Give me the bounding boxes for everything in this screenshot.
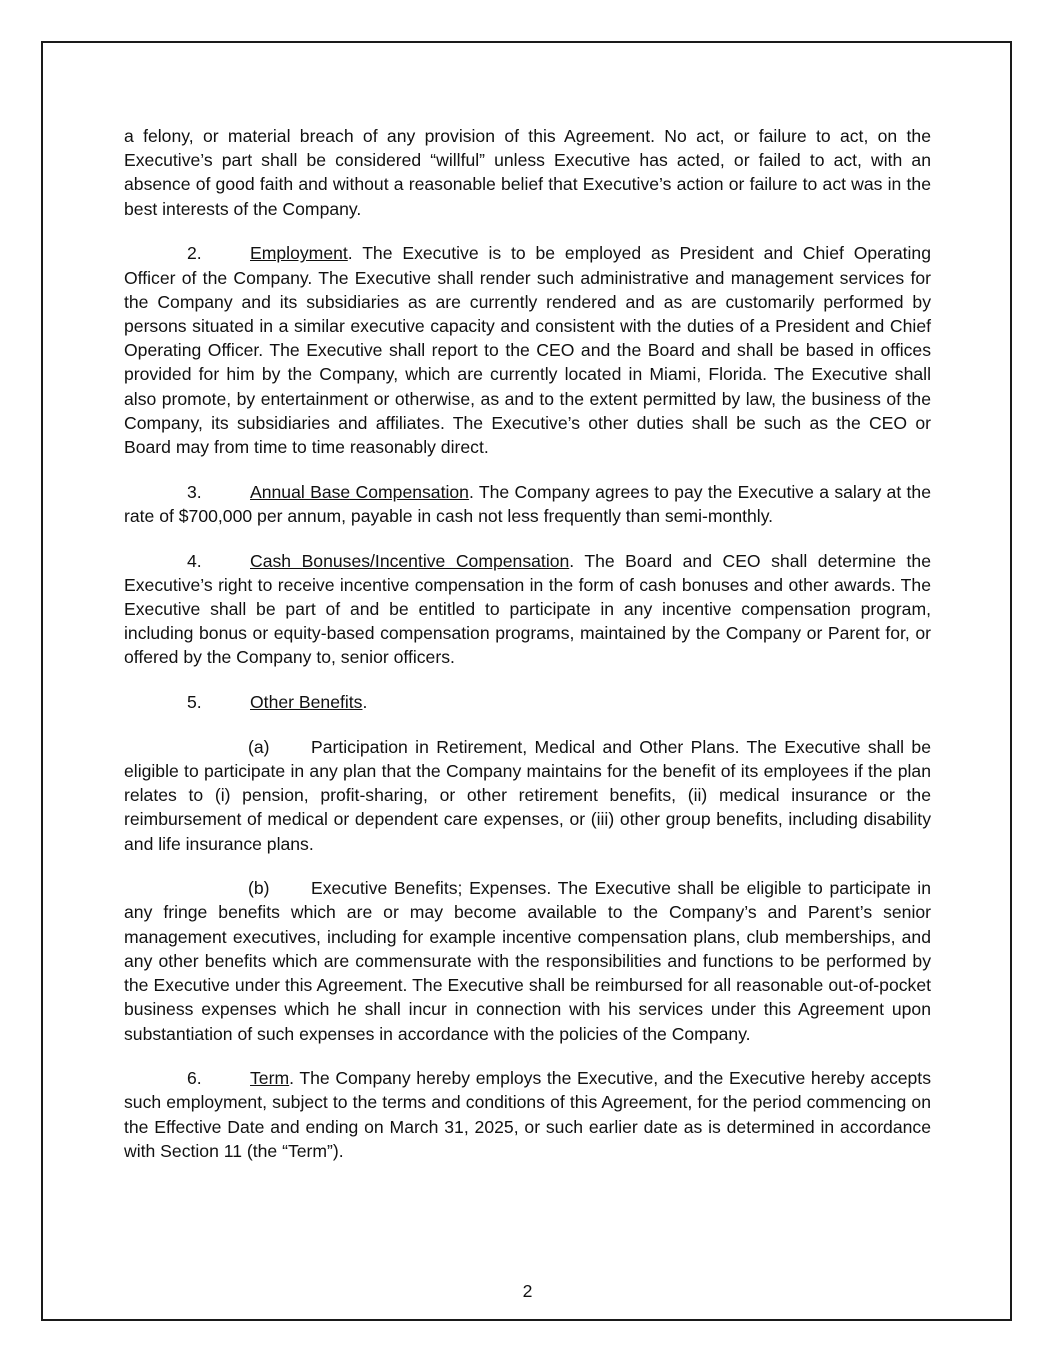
- section-text: .: [362, 692, 368, 713]
- intro-paragraph: [124, 124, 931, 221]
- section-text: . The Board and CEO shall determine the Executive’s right to receive incentive compensation in the form of cash bonuses and other awards. The Executive shall be part of and be entitled to participate in any incentive compensation program, including bonus or equity-based compensation programs, maintained by the Company or Parent for, or offered by the Company to, senior officers.: [124, 550, 931, 668]
- section-number: 2.: [187, 243, 202, 264]
- section-annual-base-compensation: [124, 480, 931, 528]
- subsection-text: Executive Benefits; Expenses. The Executive shall be eligible to participate in any fringe benefits which are or may become available to the Company’s and Parent’s senior management executives, including for example incentive compensation plans, club memberships, and any other benefits which are commensurate with the responsibilities and functions to be performed by the Executive under this Agreement. The Executive shall be reimbursed for all reasonable out-of-pocket business expenses which he shall incur in connection with his services under this Agreement upon substantiation of such expenses in accordance with the policies of the Company.: [124, 878, 931, 1044]
- section-heading: Annual Base Compensation: [250, 481, 469, 502]
- section-cash-bonuses: [124, 549, 931, 670]
- section-heading: Other Benefits: [250, 692, 363, 713]
- section-number: 5.: [187, 692, 202, 713]
- section-heading: Employment: [250, 243, 348, 264]
- section-text: . The Executive is to be employed as President and Chief Operating Officer of the Company. The Executive shall render such administrative and management services for the Company and its subsidiaries as are currently rendered and as are customarily performed by persons situated in a similar executive capacity and consistent with the duties of a President and Chief Operating Officer. The Executive shall report to the CEO and the Board and shall be based in offices provided for him by the Company, which are currently located in Miami, Florida. The Executive shall also promote, by entertainment or otherwise, as and to the extent permitted by law, the business of the Company, its subsidiaries and affiliates. The Executive’s other duties shall be such as the CEO or Board may from time to time reasonably direct.: [124, 243, 931, 457]
- section-heading: Cash Bonuses/Incentive Compensation: [250, 550, 570, 571]
- section-number: 3.: [187, 481, 202, 502]
- section-text: . The Company hereby employs the Executive, and the Executive hereby accepts such employment, subject to the terms and conditions of this Agreement, for the period commencing on the Effective Date and ending on March 31, 2025, or such earlier date as is determined in accordance with Section 11 (the “Term”).: [124, 1068, 931, 1161]
- section-number: 6.: [187, 1068, 202, 1089]
- section-employment: [124, 241, 931, 459]
- section-heading: Term: [250, 1068, 290, 1089]
- section-text: . The Company agrees to pay the Executive a salary at the rate of $700,000 per annum, payable in cash not less frequently than semi-monthly.: [124, 481, 932, 526]
- subsection-letter: (a): [248, 736, 270, 757]
- section-term: [124, 1066, 931, 1163]
- document-body: [124, 124, 931, 1184]
- section-other-benefits: [124, 690, 931, 714]
- section-number: 4.: [187, 550, 202, 571]
- subsection-letter: (b): [248, 878, 270, 899]
- subsection-retirement-medical: [124, 735, 931, 856]
- intro-text: a felony, or material breach of any provision of this Agreement. No act, or failure to act, on the Executive’s part shall be considered “willful” unless Executive has acted, or failed to act, with an absence of good faith and without a reasonable belief that Executive’s action or failure to act was in the best interests of the Company.: [124, 126, 931, 219]
- page-number: 2: [522, 1281, 533, 1301]
- subsection-executive-benefits: [124, 876, 931, 1045]
- subsection-text: Participation in Retirement, Medical and Other Plans. The Executive shall be eligible to participate in any plan that the Company maintains for the benefit of its employees if the plan relates to (i) pension, profit-sharing, or other retirement benefits, (ii) medical insurance or the reimbursement of medical or dependent care expenses, or (iii) other group benefits, including disability and life insurance plans.: [124, 736, 931, 854]
